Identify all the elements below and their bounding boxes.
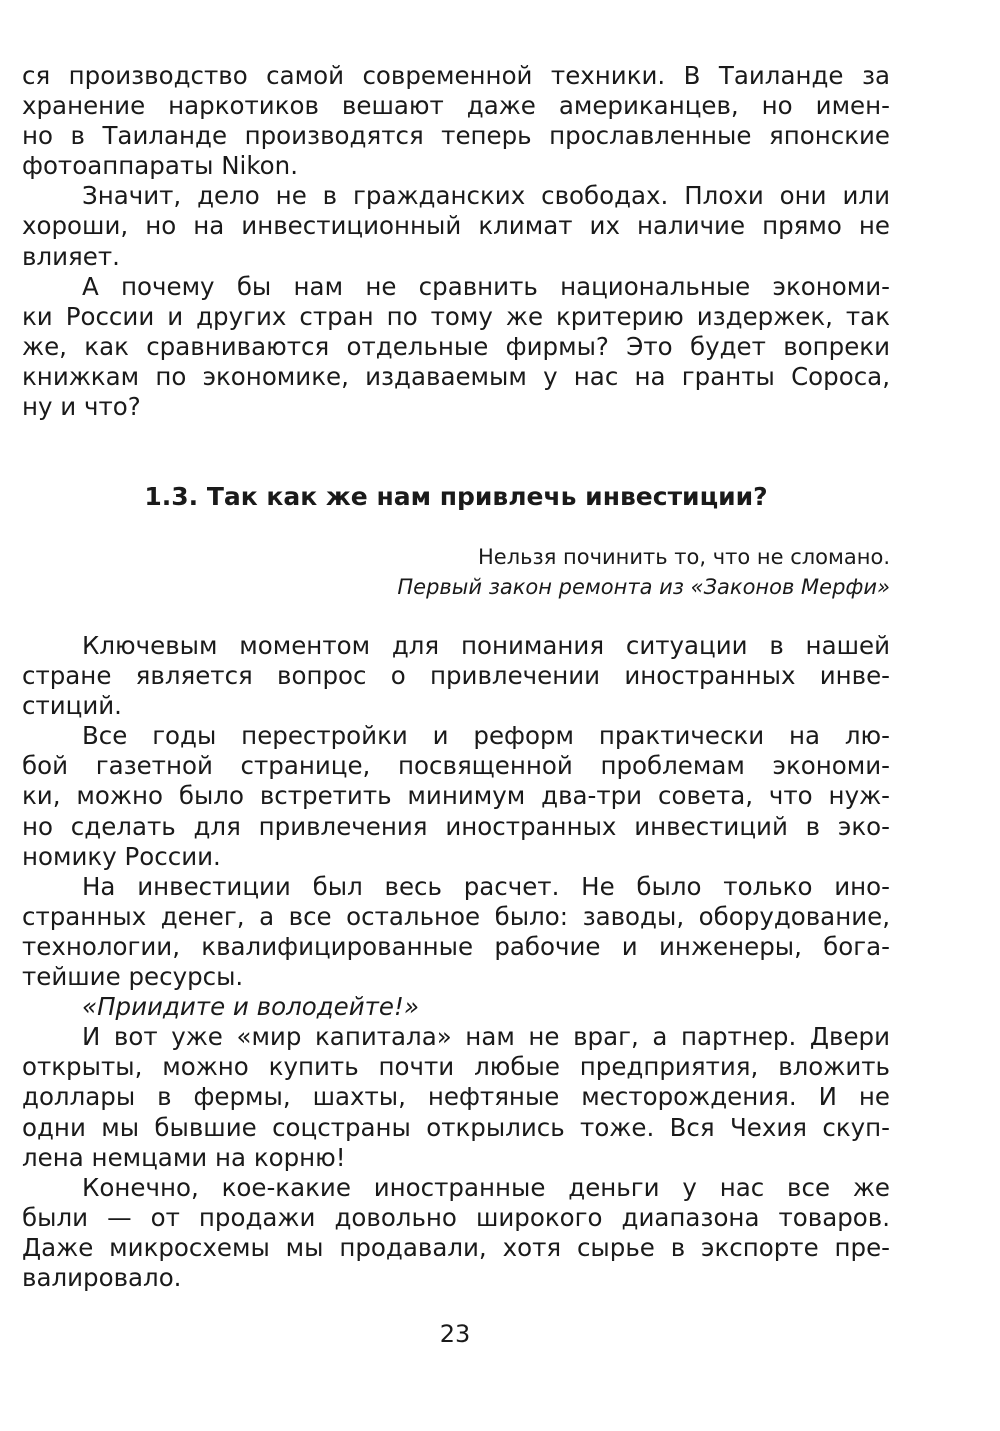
text-line: странных денег, а все остальное было: заводы, оборудование,: [22, 901, 890, 931]
text-line: книжкам по экономике, издаваемым у нас на гранты Сороса,: [22, 361, 890, 391]
text-line: хороши, но на инвестиционный климат их наличие прямо не: [22, 211, 890, 241]
text-line: одни мы бывшие соцстраны открылись тоже. Вся Чехия скуп-: [22, 1112, 890, 1142]
text-line: номику России.: [22, 841, 221, 871]
text-line: фотоаппараты Nikon.: [22, 151, 298, 181]
top-text-block: [22, 61, 890, 422]
text-line: Ключевым моментом для понимания ситуации в нашей: [82, 631, 890, 660]
text-line: «Приидите и володейте!»: [82, 992, 419, 1022]
section-heading: 1.3. Так как же нам привлечь инвестиции?: [144, 482, 768, 511]
text-line: Все годы перестройки и реформ практически на лю-: [82, 721, 890, 751]
main-text-block: [22, 631, 890, 1293]
text-line: влияет.: [22, 241, 120, 271]
text-line: бой газетной странице, посвященной проблемам экономи-: [22, 751, 890, 781]
text-line: стране является вопрос о привлечении иностранных инве-: [22, 661, 890, 691]
text-line: доллары в фермы, шахты, нефтяные месторождения. И не: [22, 1082, 890, 1112]
text-line: же, как сравниваются отдельные фирмы? Это будет вопреки: [22, 331, 890, 361]
text-line: но сделать для привлечения иностранных инвестиций в эко-: [22, 811, 890, 841]
epigraph-source: Первый закон ремонта из «Законов Мерфи»: [397, 575, 890, 599]
epigraph: [397, 542, 890, 602]
text-line: Конечно, кое-какие иностранные деньги у нас все же: [82, 1172, 890, 1202]
text-line: хранение наркотиков вешают даже американцев, но имен-: [22, 91, 890, 121]
text-line: ну и что?: [22, 392, 141, 422]
text-line: На инвестиции был весь расчет. Не было только ино-: [82, 871, 890, 901]
text-line: ки России и других стран по тому же критерию издержек, так: [22, 301, 890, 331]
text-line: И вот уже «мир капитала» нам не враг, а партнер. Двери: [82, 1022, 890, 1052]
text-line: тейшие ресурсы.: [22, 962, 244, 992]
epigraph-quote: Нельзя починить то, что не сломано.: [478, 545, 890, 569]
text-line: но в Таиланде производятся теперь прославленные японские: [22, 121, 890, 151]
text-line: ся производство самой современной техники. В Таиланде за: [22, 61, 890, 90]
text-line: А почему бы нам не сравнить национальные экономи-: [82, 271, 890, 301]
text-line: валировало.: [22, 1262, 182, 1292]
text-line: лена немцами на корню!: [22, 1142, 346, 1172]
text-line: технологии, квалифицированные рабочие и инженеры, бога-: [22, 931, 890, 961]
text-line: Значит, дело не в гражданских свободах. Плохи они или: [82, 181, 890, 211]
page-number: 23: [439, 1320, 471, 1348]
text-line: Даже микросхемы мы продавали, хотя сырье в экспорте пре-: [22, 1232, 890, 1262]
text-line: ки, можно было встретить минимум два-три совета, что нуж-: [22, 781, 890, 811]
text-line: стиций.: [22, 691, 122, 721]
text-line: были — от продажи довольно широкого диапазона товаров.: [22, 1202, 890, 1232]
text-line: открыты, можно купить почти любые предприятия, вложить: [22, 1052, 890, 1082]
